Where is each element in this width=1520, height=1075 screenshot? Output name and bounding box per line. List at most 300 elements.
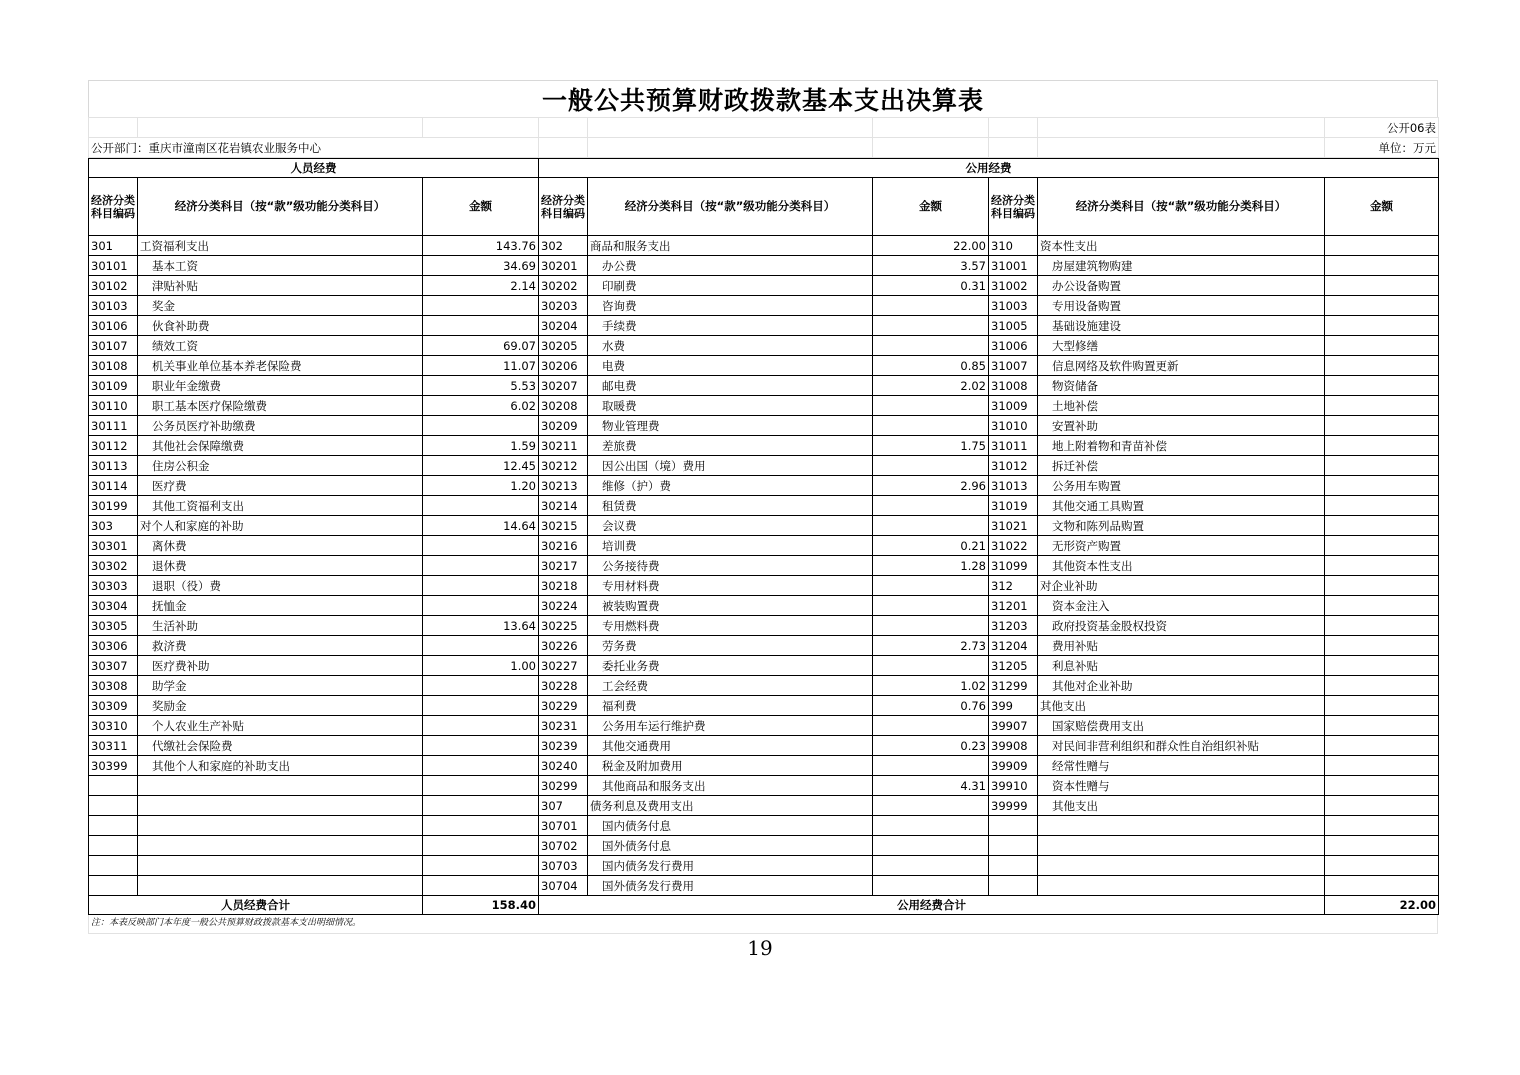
cell-code: 30213 <box>539 476 588 496</box>
cell-code: 30703 <box>539 856 588 876</box>
cell-name: 劳务费 <box>588 636 873 656</box>
cell-code: 39908 <box>989 736 1038 756</box>
cell-amount <box>1325 796 1439 816</box>
cell-name: 大型修缮 <box>1038 336 1325 356</box>
table-row <box>89 336 1439 356</box>
totals-row <box>89 896 1439 915</box>
table-row <box>89 696 1439 716</box>
cell-code: 30310 <box>89 716 138 736</box>
cell-name: 福利费 <box>588 696 873 716</box>
cell-name: 维修（护）费 <box>588 476 873 496</box>
cell-amount: 12.45 <box>423 456 539 476</box>
cell-code: 30111 <box>89 416 138 436</box>
column-header-row <box>89 178 1439 236</box>
cell-amount <box>423 856 539 876</box>
table-row <box>89 296 1439 316</box>
cell-code: 31201 <box>989 596 1038 616</box>
cell-code: 31099 <box>989 556 1038 576</box>
cell-name: 医疗费补助 <box>138 656 423 676</box>
cell-amount: 143.76 <box>423 236 539 256</box>
cell-name <box>1038 856 1325 876</box>
cell-code: 30114 <box>89 476 138 496</box>
cell-amount <box>873 456 989 476</box>
cell-code <box>89 796 138 816</box>
cell-name: 物资储备 <box>1038 376 1325 396</box>
cell-code: 31002 <box>989 276 1038 296</box>
cell-name: 费用补贴 <box>1038 636 1325 656</box>
cell-code: 30701 <box>539 816 588 836</box>
cell-amount: 22.00 <box>873 236 989 256</box>
cell-name: 津贴补贴 <box>138 276 423 296</box>
cell-amount <box>1325 416 1439 436</box>
cell-code: 30202 <box>539 276 588 296</box>
cell-code: 30227 <box>539 656 588 676</box>
cell-amount <box>1325 256 1439 276</box>
header-name: 经济分类科目（按“款”级功能分类科目） <box>1038 178 1325 236</box>
cell-amount: 0.23 <box>873 736 989 756</box>
table-row <box>89 756 1439 776</box>
cell-name: 救济费 <box>138 636 423 656</box>
cell-code <box>989 836 1038 856</box>
cell-code: 31299 <box>989 676 1038 696</box>
cell-name: 房屋建筑物购建 <box>1038 256 1325 276</box>
cell-code: 30110 <box>89 396 138 416</box>
table-row <box>89 856 1439 876</box>
cell-name: 信息网络及软件购置更新 <box>1038 356 1325 376</box>
cell-amount: 0.76 <box>873 696 989 716</box>
cell-code: 303 <box>89 516 138 536</box>
cell-amount <box>423 776 539 796</box>
cell-amount: 1.75 <box>873 436 989 456</box>
cell-name: 其他支出 <box>1038 696 1325 716</box>
cell-amount <box>423 316 539 336</box>
cell-name: 会议费 <box>588 516 873 536</box>
report-title: 一般公共预算财政拨款基本支出决算表 <box>88 80 1438 117</box>
cell-amount <box>423 736 539 756</box>
table-row <box>89 356 1439 376</box>
cell-name: 资本性支出 <box>1038 236 1325 256</box>
header-code: 经济分类科目编码 <box>539 178 588 236</box>
cell-amount <box>423 556 539 576</box>
cell-name: 奖励金 <box>138 696 423 716</box>
cell-name: 工资福利支出 <box>138 236 423 256</box>
cell-name: 国内债务发行费用 <box>588 856 873 876</box>
cell-amount <box>423 416 539 436</box>
cell-code: 30107 <box>89 336 138 356</box>
header-amount: 金额 <box>423 178 539 236</box>
cell-name: 培训费 <box>588 536 873 556</box>
cell-name: 其他支出 <box>1038 796 1325 816</box>
cell-amount: 34.69 <box>423 256 539 276</box>
footnote: 注：本表反映部门本年度一般公共预算财政拨款基本支出明细情况。 <box>88 915 1438 934</box>
cell-code: 30113 <box>89 456 138 476</box>
table-row <box>89 776 1439 796</box>
cell-name: 公务用车购置 <box>1038 476 1325 496</box>
cell-code: 30212 <box>539 456 588 476</box>
cell-amount <box>423 876 539 896</box>
cell-name: 差旅费 <box>588 436 873 456</box>
cell-name: 经常性赠与 <box>1038 756 1325 776</box>
cell-amount: 14.64 <box>423 516 539 536</box>
cell-name <box>138 876 423 896</box>
cell-code: 30702 <box>539 836 588 856</box>
table-row <box>89 516 1439 536</box>
cell-name: 土地补偿 <box>1038 396 1325 416</box>
cell-amount <box>423 816 539 836</box>
cell-amount <box>873 416 989 436</box>
cell-amount <box>873 496 989 516</box>
cell-code <box>989 816 1038 836</box>
cell-code: 399 <box>989 696 1038 716</box>
cell-amount <box>873 516 989 536</box>
cell-amount <box>873 656 989 676</box>
cell-name: 职工基本医疗保险缴费 <box>138 396 423 416</box>
cell-name: 被装购置费 <box>588 596 873 616</box>
cell-code: 30216 <box>539 536 588 556</box>
cell-amount <box>1325 696 1439 716</box>
table-row <box>89 456 1439 476</box>
cell-name: 其他社会保障缴费 <box>138 436 423 456</box>
cell-code: 30302 <box>89 556 138 576</box>
cell-code: 30214 <box>539 496 588 516</box>
cell-name: 国外债务发行费用 <box>588 876 873 896</box>
cell-amount <box>1325 356 1439 376</box>
cell-amount: 1.59 <box>423 436 539 456</box>
cell-amount <box>1325 576 1439 596</box>
cell-code: 30204 <box>539 316 588 336</box>
cell-name: 奖金 <box>138 296 423 316</box>
cell-code <box>989 856 1038 876</box>
report-sheet <box>88 80 1438 934</box>
cell-name: 公务接待费 <box>588 556 873 576</box>
cell-code: 31003 <box>989 296 1038 316</box>
cell-amount: 69.07 <box>423 336 539 356</box>
cell-amount: 1.20 <box>423 476 539 496</box>
cell-amount <box>423 496 539 516</box>
cell-code: 30311 <box>89 736 138 756</box>
cell-amount <box>1325 456 1439 476</box>
cell-amount <box>1325 616 1439 636</box>
cell-code: 30109 <box>89 376 138 396</box>
cell-amount <box>1325 636 1439 656</box>
cell-code <box>89 836 138 856</box>
cell-amount: 11.07 <box>423 356 539 376</box>
cell-name: 邮电费 <box>588 376 873 396</box>
cell-code: 30106 <box>89 316 138 336</box>
cell-name: 取暖费 <box>588 396 873 416</box>
cell-code: 30101 <box>89 256 138 276</box>
table-row <box>89 376 1439 396</box>
cell-amount: 2.14 <box>423 276 539 296</box>
cell-code: 31006 <box>989 336 1038 356</box>
cell-amount <box>873 296 989 316</box>
cell-code: 31021 <box>989 516 1038 536</box>
cell-name <box>1038 876 1325 896</box>
group-header-row <box>89 159 1439 178</box>
cell-name: 生活补助 <box>138 616 423 636</box>
cell-name: 专用燃料费 <box>588 616 873 636</box>
cell-amount <box>1325 756 1439 776</box>
cell-amount <box>423 836 539 856</box>
cell-name: 对民间非营利组织和群众性自治组织补贴 <box>1038 736 1325 756</box>
cell-amount <box>1325 276 1439 296</box>
table-row <box>89 436 1439 456</box>
cell-name: 公务用车运行维护费 <box>588 716 873 736</box>
cell-name: 工会经费 <box>588 676 873 696</box>
cell-amount <box>1325 596 1439 616</box>
header-name: 经济分类科目（按“款”级功能分类科目） <box>138 178 423 236</box>
cell-name: 其他对企业补助 <box>1038 676 1325 696</box>
cell-amount: 2.96 <box>873 476 989 496</box>
cell-name <box>138 816 423 836</box>
cell-amount <box>1325 496 1439 516</box>
cell-amount <box>1325 816 1439 836</box>
cell-code: 39999 <box>989 796 1038 816</box>
table-row <box>89 656 1439 676</box>
cell-amount <box>873 576 989 596</box>
cell-amount <box>1325 476 1439 496</box>
cell-name: 办公设备购置 <box>1038 276 1325 296</box>
cell-name: 拆迁补偿 <box>1038 456 1325 476</box>
cell-name: 资本性赠与 <box>1038 776 1325 796</box>
cell-code: 30704 <box>539 876 588 896</box>
cell-code: 39910 <box>989 776 1038 796</box>
cell-name: 退休费 <box>138 556 423 576</box>
cell-code: 31022 <box>989 536 1038 556</box>
table-row <box>89 396 1439 416</box>
cell-amount <box>1325 656 1439 676</box>
table-row <box>89 876 1439 896</box>
cell-name: 安置补助 <box>1038 416 1325 436</box>
cell-amount <box>873 716 989 736</box>
table-row <box>89 556 1439 576</box>
cell-code: 30211 <box>539 436 588 456</box>
cell-name: 离休费 <box>138 536 423 556</box>
cell-amount <box>873 756 989 776</box>
cell-amount: 13.64 <box>423 616 539 636</box>
cell-code: 30239 <box>539 736 588 756</box>
cell-amount: 4.31 <box>873 776 989 796</box>
cell-code: 31204 <box>989 636 1038 656</box>
cell-amount: 0.85 <box>873 356 989 376</box>
cell-amount <box>873 856 989 876</box>
cell-name: 公务员医疗补助缴费 <box>138 416 423 436</box>
cell-name: 其他商品和服务支出 <box>588 776 873 796</box>
cell-name: 因公出国（境）费用 <box>588 456 873 476</box>
cell-code: 30308 <box>89 676 138 696</box>
cell-amount <box>423 756 539 776</box>
cell-amount <box>423 596 539 616</box>
cell-name <box>138 796 423 816</box>
personnel-total-label: 人员经费合计 <box>89 896 423 915</box>
page-number: 19 <box>747 936 773 960</box>
cell-code: 31011 <box>989 436 1038 456</box>
cell-name: 文物和陈列品购置 <box>1038 516 1325 536</box>
cell-name: 代缴社会保险费 <box>138 736 423 756</box>
personnel-total-value: 158.40 <box>423 896 539 915</box>
cell-code: 30301 <box>89 536 138 556</box>
cell-amount <box>423 696 539 716</box>
cell-amount <box>1325 376 1439 396</box>
cell-code: 310 <box>989 236 1038 256</box>
cell-code: 30304 <box>89 596 138 616</box>
public-total-label: 公用经费合计 <box>539 896 1325 915</box>
cell-code: 31019 <box>989 496 1038 516</box>
table-row <box>89 536 1439 556</box>
cell-amount <box>873 616 989 636</box>
cell-code: 39909 <box>989 756 1038 776</box>
table-row <box>89 576 1439 596</box>
cell-amount <box>423 636 539 656</box>
cell-amount <box>423 296 539 316</box>
cell-name: 其他交通费用 <box>588 736 873 756</box>
cell-code: 312 <box>989 576 1038 596</box>
cell-code: 31001 <box>989 256 1038 276</box>
table-row <box>89 796 1439 816</box>
cell-code: 30225 <box>539 616 588 636</box>
cell-name: 基本工资 <box>138 256 423 276</box>
cell-amount: 5.53 <box>423 376 539 396</box>
cell-code: 30209 <box>539 416 588 436</box>
form-code: 公开06表 <box>1325 118 1439 138</box>
cell-name: 机关事业单位基本养老保险费 <box>138 356 423 376</box>
cell-name <box>138 776 423 796</box>
cell-amount <box>873 876 989 896</box>
cell-name: 资本金注入 <box>1038 596 1325 616</box>
expenditure-table <box>88 158 1439 915</box>
table-row <box>89 276 1439 296</box>
cell-code: 307 <box>539 796 588 816</box>
cell-code: 31008 <box>989 376 1038 396</box>
cell-code: 31012 <box>989 456 1038 476</box>
cell-amount <box>1325 536 1439 556</box>
cell-code: 30208 <box>539 396 588 416</box>
public-total-value: 22.00 <box>1325 896 1439 915</box>
cell-name: 办公费 <box>588 256 873 276</box>
cell-name: 其他资本性支出 <box>1038 556 1325 576</box>
cell-code: 31010 <box>989 416 1038 436</box>
cell-code: 30309 <box>89 696 138 716</box>
cell-name: 伙食补助费 <box>138 316 423 336</box>
cell-name: 利息补贴 <box>1038 656 1325 676</box>
table-row <box>89 676 1439 696</box>
cell-name: 印刷费 <box>588 276 873 296</box>
cell-name: 税金及附加费用 <box>588 756 873 776</box>
cell-code <box>89 856 138 876</box>
cell-name: 国家赔偿费用支出 <box>1038 716 1325 736</box>
cell-code: 30203 <box>539 296 588 316</box>
cell-amount <box>1325 856 1439 876</box>
table-row <box>89 256 1439 276</box>
cell-name <box>1038 836 1325 856</box>
cell-code: 30112 <box>89 436 138 456</box>
cell-name: 地上附着物和青苗补偿 <box>1038 436 1325 456</box>
cell-amount: 1.28 <box>873 556 989 576</box>
cell-code: 30108 <box>89 356 138 376</box>
cell-code: 30218 <box>539 576 588 596</box>
cell-code: 30306 <box>89 636 138 656</box>
group-public: 公用经费 <box>539 159 1439 178</box>
cell-code: 30307 <box>89 656 138 676</box>
cell-code: 31205 <box>989 656 1038 676</box>
table-row <box>89 596 1439 616</box>
cell-amount <box>873 336 989 356</box>
cell-name: 对企业补助 <box>1038 576 1325 596</box>
cell-code <box>89 816 138 836</box>
cell-name: 退职（役）费 <box>138 576 423 596</box>
cell-name: 助学金 <box>138 676 423 696</box>
cell-name: 政府投资基金股权投资 <box>1038 616 1325 636</box>
cell-name: 国内债务付息 <box>588 816 873 836</box>
cell-code: 30229 <box>539 696 588 716</box>
cell-amount <box>423 796 539 816</box>
cell-code <box>989 876 1038 896</box>
cell-code <box>89 876 138 896</box>
cell-code: 30399 <box>89 756 138 776</box>
cell-code: 39907 <box>989 716 1038 736</box>
cell-amount: 1.00 <box>423 656 539 676</box>
unit-label: 单位：万元 <box>1325 138 1439 158</box>
cell-name: 手续费 <box>588 316 873 336</box>
cell-code: 31203 <box>989 616 1038 636</box>
cell-name: 职业年金缴费 <box>138 376 423 396</box>
cell-name: 委托业务费 <box>588 656 873 676</box>
table-row <box>89 416 1439 436</box>
table-row <box>89 736 1439 756</box>
cell-amount: 1.02 <box>873 676 989 696</box>
cell-name: 其他工资福利支出 <box>138 496 423 516</box>
cell-name: 医疗费 <box>138 476 423 496</box>
cell-code: 31005 <box>989 316 1038 336</box>
cell-name: 水费 <box>588 336 873 356</box>
cell-amount <box>1325 876 1439 896</box>
cell-name <box>138 856 423 876</box>
meta-table <box>88 117 1439 158</box>
table-row <box>89 716 1439 736</box>
header-code: 经济分类科目编码 <box>989 178 1038 236</box>
cell-name: 无形资产购置 <box>1038 536 1325 556</box>
table-row <box>89 636 1439 656</box>
cell-amount <box>1325 776 1439 796</box>
cell-name: 绩效工资 <box>138 336 423 356</box>
cell-amount: 0.31 <box>873 276 989 296</box>
cell-name: 咨询费 <box>588 296 873 316</box>
cell-amount <box>423 576 539 596</box>
cell-name: 对个人和家庭的补助 <box>138 516 423 536</box>
cell-amount <box>873 396 989 416</box>
cell-name: 基础设施建设 <box>1038 316 1325 336</box>
header-amount: 金额 <box>873 178 989 236</box>
cell-amount <box>873 596 989 616</box>
cell-amount <box>1325 236 1439 256</box>
table-row <box>89 236 1439 256</box>
cell-name: 其他个人和家庭的补助支出 <box>138 756 423 776</box>
cell-amount <box>1325 396 1439 416</box>
cell-code: 30305 <box>89 616 138 636</box>
cell-amount <box>1325 316 1439 336</box>
cell-code: 30207 <box>539 376 588 396</box>
cell-code: 30303 <box>89 576 138 596</box>
cell-amount <box>1325 516 1439 536</box>
cell-name: 租赁费 <box>588 496 873 516</box>
cell-code: 30103 <box>89 296 138 316</box>
cell-amount <box>873 836 989 856</box>
cell-code <box>89 776 138 796</box>
cell-name: 个人农业生产补贴 <box>138 716 423 736</box>
cell-code: 30299 <box>539 776 588 796</box>
cell-code: 30231 <box>539 716 588 736</box>
header-code: 经济分类科目编码 <box>89 178 138 236</box>
